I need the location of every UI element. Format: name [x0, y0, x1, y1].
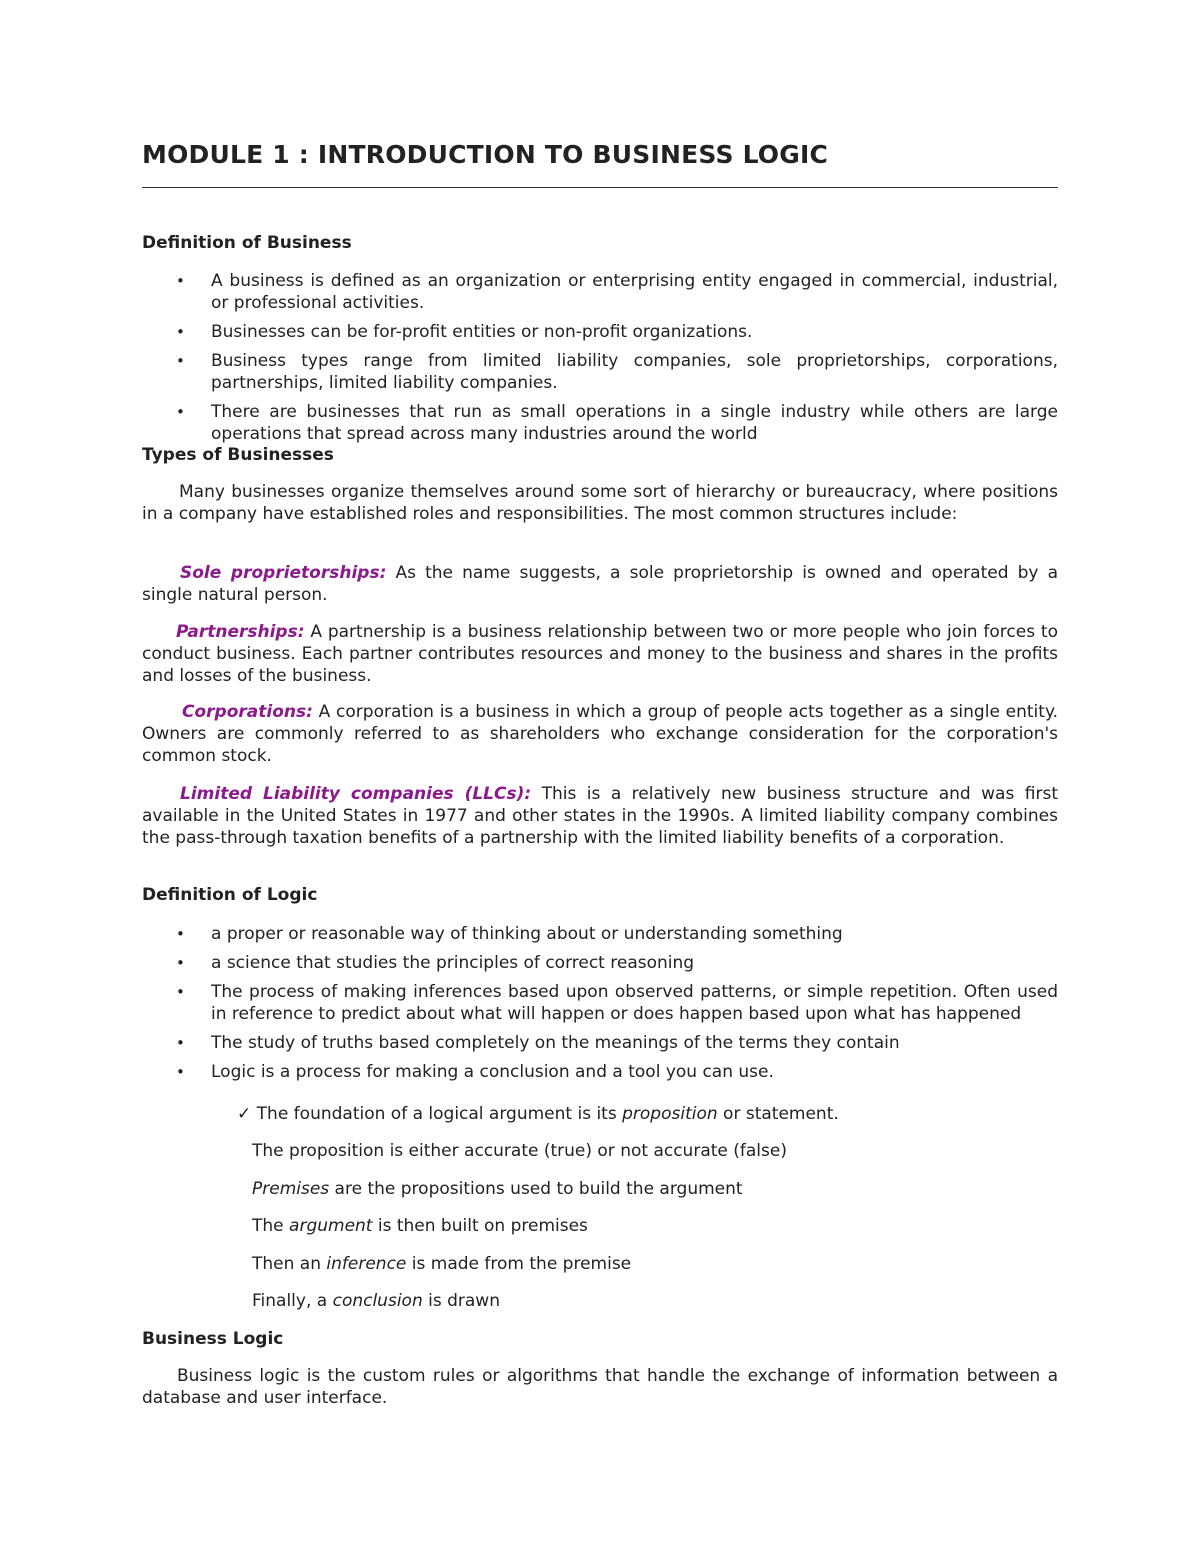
line-text: Then an — [252, 1254, 327, 1274]
line-emphasis: inference — [326, 1254, 407, 1274]
list-item: • The process of making inferences based upon observed patterns, or simple repetition. Often used in reference to predict about what will happen or does happen based upon what has happened — [142, 981, 1058, 1025]
title-divider — [142, 187, 1058, 188]
llc-text: This is a relatively new business structure and was first available in the United States in 1977 and other states in the 1990s. A limited liability company combines the pass-through taxation benefits of a partnership with the limited liability benefits of a corporation. — [142, 784, 1058, 848]
line-text: The proposition is either accurate (true) or not accurate (false) — [252, 1141, 787, 1161]
types-intro-paragraph: Many businesses organize themselves around some sort of hierarchy or bureaucracy, where positions in a company have established roles and responsibilities. The most common structures include: — [142, 482, 1058, 524]
term-partnerships: Partnerships: — [176, 622, 305, 642]
checkmark-icon: ✓ — [237, 1104, 252, 1124]
corporations-text: A corporation is a business in which a group of people acts together as a single entity. Owners are commonly referred to as shareholders who exchange consideration for the corporation's common stock. — [142, 702, 1058, 766]
list-item: • a science that studies the principles of correct reasoning — [142, 952, 1058, 974]
line-emphasis: argument — [289, 1216, 373, 1236]
partnerships-paragraph — [142, 621, 1058, 687]
logic-definition-list — [142, 923, 1058, 1083]
heading-definition-of-business: Definition of Business — [142, 233, 352, 253]
business-definition-list — [142, 270, 1058, 445]
logic-line-proposition — [252, 1140, 787, 1162]
term-corporations: Corporations: — [182, 702, 313, 722]
heading-types-of-businesses: Types of Businesses — [142, 445, 334, 465]
line-text: are the propositions used to build the argument — [329, 1179, 743, 1199]
list-item: • A business is defined as an organization or enterprising entity engaged in commercial, industrial, or professional activities. — [142, 270, 1058, 314]
line-text: is made from the premise — [406, 1254, 632, 1274]
line-text: The — [252, 1216, 290, 1236]
list-item: • There are businesses that run as small operations in a single industry while others are large operations that spread across many industries around the world — [142, 401, 1058, 445]
list-item: • Business types range from limited liability companies, sole proprietorships, corporations, partnerships, limited liability companies. — [142, 350, 1058, 394]
list-item: • a proper or reasonable way of thinking about or understanding something — [142, 923, 1058, 945]
page-title: MODULE 1 : INTRODUCTION TO BUSINESS LOGIC — [142, 140, 829, 169]
line-emphasis: conclusion — [332, 1291, 423, 1311]
term-llcs: Limited Liability companies (LLCs): — [180, 784, 532, 804]
list-item: • Businesses can be for-profit entities or non-profit organizations. — [142, 321, 1058, 343]
logic-line-argument — [252, 1215, 588, 1237]
line-text: Finally, a — [252, 1291, 333, 1311]
line-text: is drawn — [422, 1291, 500, 1311]
term-sole-proprietorships: Sole proprietorships: — [180, 563, 387, 583]
heading-definition-of-logic: Definition of Logic — [142, 885, 318, 905]
sole-proprietorship-text: As the name suggests, a sole proprietorship is owned and operated by a single natural person. — [142, 563, 1058, 605]
heading-business-logic: Business Logic — [142, 1329, 284, 1349]
list-item: • Logic is a process for making a conclusion and a tool you can use. — [142, 1061, 1058, 1083]
list-item: • The study of truths based completely on the meanings of the terms they contain — [142, 1032, 1058, 1054]
partnerships-text: A partnership is a business relationship between two or more people who join forces to conduct business. Each partner contributes resources and money to the business and shares in the profits and losses of the business. — [142, 622, 1058, 686]
corporations-paragraph — [142, 701, 1058, 767]
checkmark-item — [237, 1103, 839, 1125]
sole-proprietorship-paragraph — [142, 562, 1058, 606]
business-logic-paragraph: Business logic is the custom rules or algorithms that handle the exchange of information between a database and user interface. — [142, 1366, 1058, 1408]
logic-line-conclusion — [252, 1290, 500, 1312]
checkmark-text-before: The foundation of a logical argument is its — [256, 1104, 623, 1124]
checkmark-text-emphasis: proposition — [622, 1104, 718, 1124]
logic-line-premises — [252, 1178, 743, 1200]
llc-paragraph — [142, 783, 1058, 849]
logic-line-inference — [252, 1253, 631, 1275]
line-text: is then built on premises — [372, 1216, 588, 1236]
checkmark-text-after: or statement. — [717, 1104, 839, 1124]
line-emphasis: Premises — [252, 1179, 330, 1199]
